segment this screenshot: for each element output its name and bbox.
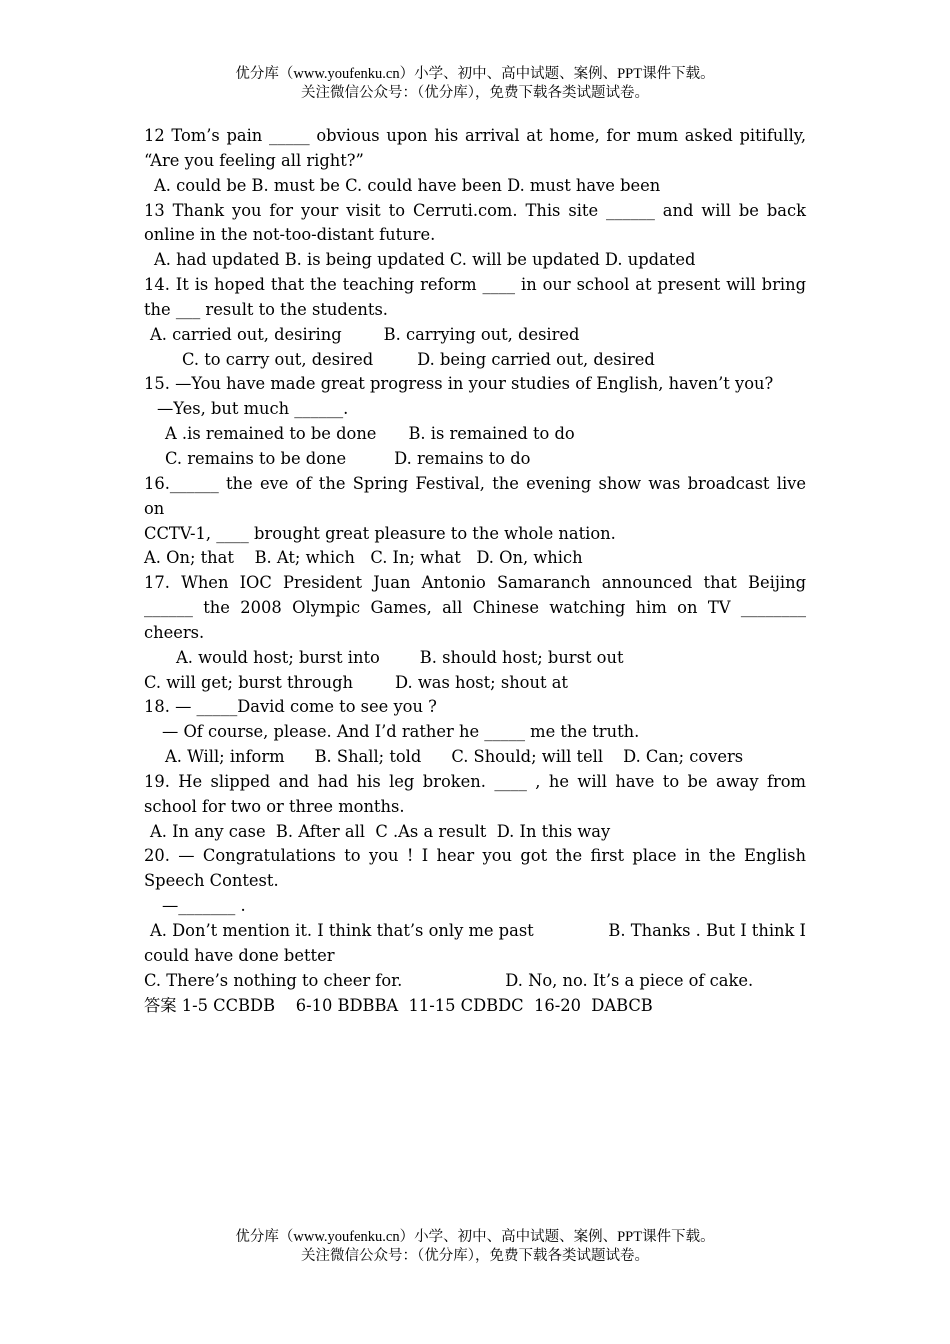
q18-stem-line-1: 18. — _____David come to see you ? [144, 697, 437, 717]
q17-option-b: B. should host; burst out [419, 647, 624, 667]
q20-options-row-1 [144, 919, 806, 944]
q20-option-d: D. No, no. It’s a piece of cake. [505, 970, 754, 990]
q16-stem-line-1: 16.______ the eve of the Spring Festival, the evening show was broadcast live on [144, 473, 806, 518]
q18-option-a: A. Will; inform [165, 747, 285, 767]
q15-stem-line-1: 15. —You have made great progress in your studies of English, haven’t you? [144, 374, 774, 394]
q18-stem-line-2: — Of course, please. And I’d rather he _____ me the truth. [162, 722, 640, 742]
q14-option-b: B. carrying out, desired [383, 324, 580, 344]
q12-stem-line-2: “Are you feeling all right?” [144, 150, 364, 170]
q18-option-b: B. Shall; told [314, 747, 422, 767]
q14-option-c: C. to carry out, desired [182, 349, 374, 369]
q16-stem-line-2: CCTV-1, ____ brought great pleasure to the whole nation. [144, 523, 616, 543]
q17-options-row-1 [144, 646, 806, 671]
footer-line-1: 优分库（www.youfenku.cn）小学、初中、高中试题、案例、PPT课件下载。 [235, 1229, 715, 1245]
q17-option-c: C. will get; burst through [144, 672, 353, 692]
q15-options-row-2 [144, 447, 806, 472]
q20-option-a: A. Don’t mention it. I think that’s only me past [150, 921, 534, 940]
q14-options-row-1 [144, 323, 806, 348]
answer-key: 答案 1-5 CCBDB 6-10 BDBBA 11-15 CDBDC 16-20 DABCB [144, 995, 653, 1015]
q18-options-row [144, 745, 806, 770]
page-header [0, 65, 950, 103]
q15-option-b: B. is remained to do [408, 424, 575, 444]
q20-stem-line-2: Speech Contest. [144, 871, 279, 891]
q12-options: A. could be B. must be C. could have been D. must have been [154, 175, 661, 195]
q13-stem-line-1: 13 Thank you for your visit to Cerruti.com. This site ______ and will be back [144, 200, 806, 220]
header-line-1: 优分库（www.youfenku.cn）小学、初中、高中试题、案例、PPT课件下载。 [235, 66, 715, 82]
q20-options-row-2 [144, 969, 806, 994]
q20-option-b: B. Thanks . But I think I [608, 921, 806, 940]
q17-option-d: D. was host; shout at [395, 672, 568, 692]
q14-options-row-2 [144, 348, 806, 373]
q15-option-a: A .is remained to be done [165, 424, 377, 444]
q20-option-c: C. There’s nothing to cheer for. [144, 970, 403, 990]
q17-stem-line-1: 17. When IOC President Juan Antonio Samaranch announced that Beijing [144, 573, 806, 593]
q17-stem-line-3: cheers. [144, 622, 205, 642]
q15-options-row-1 [144, 422, 806, 447]
header-line-2: 关注微信公众号：（优分库），免费下载各类试题试卷。 [301, 85, 649, 101]
q15-option-d: D. remains to do [394, 448, 531, 468]
q14-option-d: D. being carried out, desired [417, 349, 655, 369]
q17-stem-line-2: ______ the 2008 Olympic Games, all Chinese watching him on TV ________ [144, 598, 806, 618]
q14-stem-line-1: 14. It is hoped that the teaching reform ____ in our school at present will bring [144, 275, 806, 295]
q20-option-b-continued: could have done better [144, 945, 335, 965]
q14-stem-line-2: the ___ result to the students. [144, 299, 388, 319]
q18-option-c: C. Should; will tell [451, 747, 604, 767]
exam-content [144, 124, 806, 1018]
q15-option-c: C. remains to be done [165, 448, 347, 468]
q19-options: A. In any case B. After all C .As a result D. In this way [150, 821, 611, 841]
footer-line-2: 关注微信公众号：（优分库），免费下载各类试题试卷。 [301, 1248, 649, 1264]
q17-option-a: A. would host; burst into [176, 647, 380, 667]
q15-stem-line-2: —Yes, but much ______. [157, 399, 349, 419]
q17-options-row-2 [144, 671, 806, 696]
q12-stem-line-1: 12 Tom’s pain _____ obvious upon his arrival at home, for mum asked pitifully, [144, 126, 806, 145]
q16-options: A. On; that B. At; which C. In; what D. On, which [144, 548, 583, 568]
q19-stem-line-1: 19. He slipped and had his leg broken. ____ , he will have to be away from [144, 771, 806, 791]
q13-stem-line-2: online in the not-too-distant future. [144, 225, 436, 245]
q20-stem-line-1: 20. — Congratulations to you ! I hear you got the first place in the English [144, 846, 806, 866]
q19-stem-line-2: school for two or three months. [144, 796, 405, 816]
page-footer [0, 1228, 950, 1266]
q18-option-d: D. Can; covers [623, 747, 744, 767]
q14-option-a: A. carried out, desiring [150, 324, 342, 344]
q13-options: A. had updated B. is being updated C. will be updated D. updated [154, 250, 696, 270]
q20-stem-line-3: —_______ . [162, 896, 246, 916]
